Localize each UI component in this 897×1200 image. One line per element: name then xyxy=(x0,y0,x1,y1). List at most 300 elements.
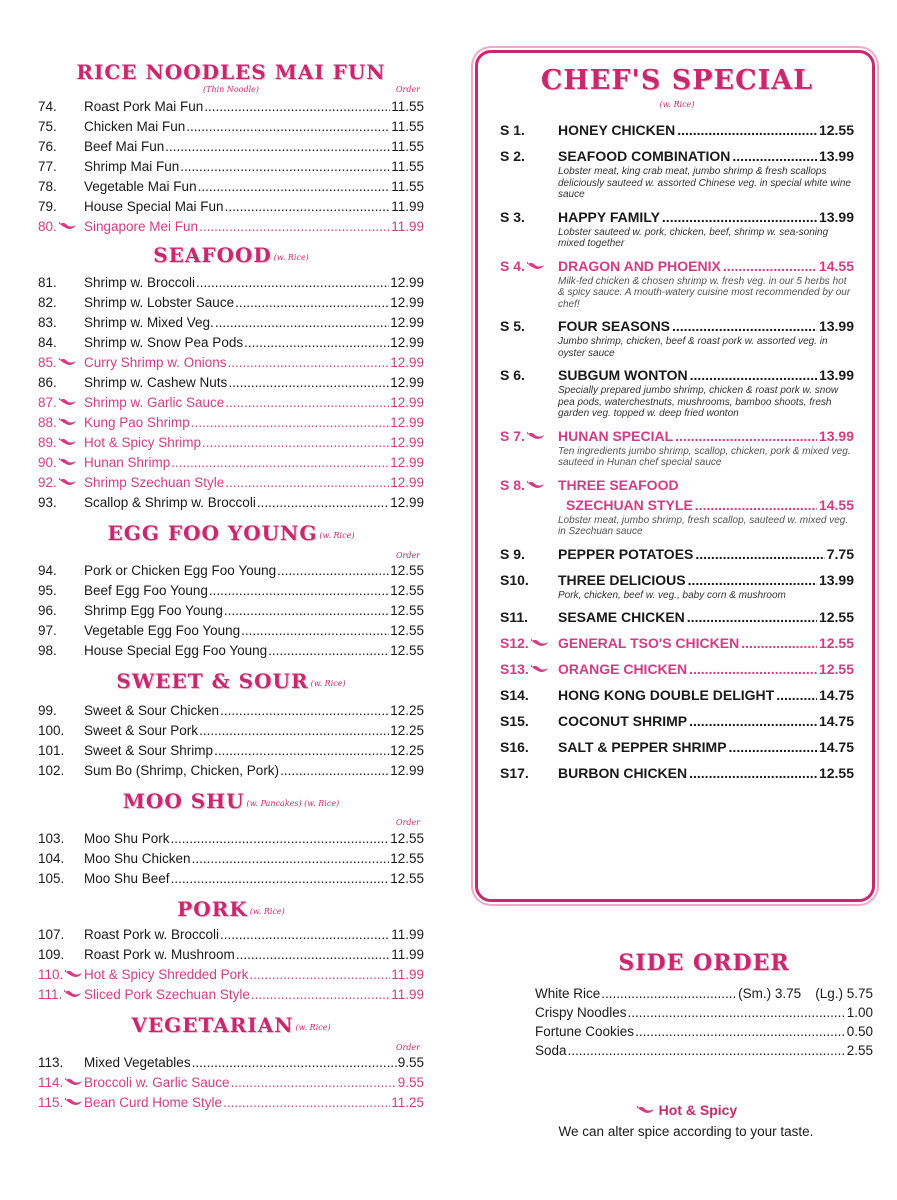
item-price: 14.75 xyxy=(818,687,854,703)
section-title: EGG FOO YOUNG (w. Rice) xyxy=(107,521,355,545)
menu-item xyxy=(535,1041,873,1060)
item-price: 12.55 xyxy=(390,563,424,578)
item-name: Shrimp w. Mixed Veg. xyxy=(84,315,214,330)
section-subtitle: (w. Rice) xyxy=(659,100,695,109)
item-number: 80. xyxy=(38,217,84,237)
item-number: 86. xyxy=(38,375,57,390)
item-price: 13.99 xyxy=(818,148,854,164)
item-description: Jumbo shrimp, chicken, beef & roast pork w. assorted veg. in oyster sauce xyxy=(558,336,828,359)
item-name: FOUR SEASONS xyxy=(558,318,671,334)
item-name: Shrimp Mai Fun xyxy=(84,159,180,174)
special-item xyxy=(500,426,854,469)
item-number: 110. xyxy=(38,965,84,985)
spice-note: We can alter spice according to your taste. xyxy=(558,1124,814,1139)
item-name: Shrimp Egg Foo Young xyxy=(84,603,223,618)
menu-item xyxy=(38,453,424,473)
item-name: SUBGUM WONTON xyxy=(558,367,688,383)
menu-item xyxy=(38,177,424,197)
item-name: Moo Shu Beef xyxy=(84,871,170,886)
item-name: Vegetable Egg Foo Young xyxy=(84,623,241,638)
item-price: 7.75 xyxy=(826,545,854,562)
item-price: 12.55 xyxy=(818,635,854,651)
item-number: 111. xyxy=(38,985,84,1005)
section-egg-foo-young xyxy=(38,521,424,661)
item-number: S 1. xyxy=(500,122,525,138)
legend-label: Hot & Spicy xyxy=(658,1102,738,1118)
item-name: Roast Pork w. Broccoli xyxy=(84,927,220,942)
hot-spicy-icon xyxy=(65,1077,83,1087)
item-number: S12. xyxy=(500,633,558,653)
item-number: 89. xyxy=(38,433,84,453)
hot-spicy-icon xyxy=(65,969,83,979)
item-number: S17. xyxy=(500,765,529,781)
item-number: S13. xyxy=(500,659,558,679)
item-price-large: (Lg.) 5.75 xyxy=(815,986,873,1001)
legend xyxy=(536,1102,836,1139)
menu-item xyxy=(38,925,424,945)
item-number: 90. xyxy=(38,453,84,473)
item-name: Hot & Spicy Shredded Pork xyxy=(84,967,249,982)
item-price: 12.55 xyxy=(390,871,424,886)
hot-spicy-icon xyxy=(59,437,77,447)
item-name: House Special Egg Foo Young xyxy=(84,643,268,658)
item-number: 115. xyxy=(38,1093,84,1113)
menu-item xyxy=(38,157,424,177)
item-number: 84. xyxy=(38,335,57,350)
item-number: 85. xyxy=(38,353,84,373)
hot-spicy-icon xyxy=(65,965,83,985)
hot-spicy-icon xyxy=(59,433,77,453)
item-price: 13.99 xyxy=(818,571,854,588)
item-number: S11. xyxy=(500,609,529,625)
menu-item xyxy=(38,849,424,869)
menu-item xyxy=(535,1003,873,1022)
item-number: 74. xyxy=(38,99,57,114)
item-name: Bean Curd Home Style xyxy=(84,1095,223,1110)
item-name: Broccoli w. Garlic Sauce xyxy=(84,1075,230,1090)
hot-spicy-icon xyxy=(59,417,77,427)
item-price: 12.55 xyxy=(818,609,854,625)
item-name: DRAGON AND PHOENIX xyxy=(558,257,721,274)
item-price: 12.55 xyxy=(390,603,424,618)
item-price: 2.55 xyxy=(846,1043,873,1058)
item-price: 12.99 xyxy=(390,435,424,450)
item-number: 107. xyxy=(38,927,65,942)
item-number: 99. xyxy=(38,703,57,718)
item-name: SZECHUAN STYLE xyxy=(566,496,693,513)
special-item xyxy=(500,256,854,311)
special-item xyxy=(500,544,854,564)
menu-item xyxy=(38,293,424,313)
item-price: 12.55 xyxy=(390,623,424,638)
item-name: ORANGE CHICKEN xyxy=(558,661,688,677)
hot-spicy-icon xyxy=(59,217,77,237)
hot-spicy-icon xyxy=(65,1073,83,1093)
item-number: 93. xyxy=(38,495,57,510)
item-number: S15. xyxy=(500,713,529,729)
item-price: 12.25 xyxy=(390,723,424,738)
special-item xyxy=(500,120,854,140)
menu-item xyxy=(38,97,424,117)
hot-spicy-icon xyxy=(527,431,545,441)
item-number: 96. xyxy=(38,603,57,618)
item-price: 11.55 xyxy=(391,119,424,134)
item-number: S 8. xyxy=(500,475,558,495)
item-name: Pork or Chicken Egg Foo Young xyxy=(84,563,277,578)
item-price: 12.55 xyxy=(390,851,424,866)
item-number: 97. xyxy=(38,623,57,638)
item-name: Scallop & Shrimp w. Broccoli xyxy=(84,495,256,510)
item-name: THREE SEAFOOD xyxy=(558,476,679,493)
item-description: Lobster sauteed w. pork, chicken, beef, shrimp w. sea-soning mixed together xyxy=(558,226,829,249)
item-price: 13.99 xyxy=(818,367,854,383)
item-number: 77. xyxy=(38,159,57,174)
item-price: 14.75 xyxy=(818,713,854,729)
hot-spicy-icon xyxy=(59,353,77,373)
hot-spicy-icon xyxy=(65,1097,83,1107)
item-name: Shrimp w. Broccoli xyxy=(84,275,196,290)
section-side-order xyxy=(535,950,873,1060)
item-name: HONG KONG DOUBLE DELIGHT xyxy=(558,687,775,703)
item-name: SESAME CHICKEN xyxy=(558,609,685,625)
item-price: 11.55 xyxy=(391,159,424,174)
hot-spicy-icon xyxy=(527,256,545,276)
item-name: Sum Bo (Shrimp, Chicken, Pork) xyxy=(84,763,280,778)
item-price: 12.99 xyxy=(390,335,424,350)
menu-item xyxy=(38,869,424,889)
menu-item xyxy=(38,1093,424,1113)
hot-spicy-icon xyxy=(637,1105,655,1115)
hot-spicy-icon xyxy=(59,221,77,231)
item-price: 12.99 xyxy=(390,495,424,510)
item-number: S 4. xyxy=(500,256,558,276)
menu-item xyxy=(38,721,424,741)
order-label: Order xyxy=(395,85,420,94)
menu-item xyxy=(38,197,424,217)
hot-spicy-icon xyxy=(531,633,549,653)
item-name: Crispy Noodles xyxy=(535,1005,627,1020)
special-item xyxy=(500,737,854,757)
hot-spicy-icon xyxy=(65,1093,83,1113)
item-name: SALT & PEPPER SHRIMP xyxy=(558,739,727,755)
item-name: Shrimp w. Cashew Nuts xyxy=(84,375,228,390)
item-number: 78. xyxy=(38,179,57,194)
item-name: House Special Mai Fun xyxy=(84,199,224,214)
item-price: 12.55 xyxy=(390,643,424,658)
menu-item xyxy=(38,473,424,493)
item-price: 12.99 xyxy=(390,375,424,390)
item-number: 114. xyxy=(38,1073,84,1093)
menu-item xyxy=(38,1053,424,1073)
item-name: BURBON CHICKEN xyxy=(558,765,688,781)
section-title: SEAFOOD (w. Rice) xyxy=(153,243,309,267)
hot-spicy-icon xyxy=(637,1102,655,1118)
section-title: PORK (w. Rice) xyxy=(177,897,285,921)
item-price: 12.99 xyxy=(390,455,424,470)
section-subtitle: (Thin Noodle) xyxy=(202,85,260,94)
item-price: 12.55 xyxy=(818,661,854,677)
menu-item xyxy=(38,373,424,393)
menu-item xyxy=(535,984,873,1003)
menu-item xyxy=(38,333,424,353)
item-number: 79. xyxy=(38,199,57,214)
item-price: 9.55 xyxy=(397,1075,424,1090)
item-name: Beef Egg Foo Young xyxy=(84,583,208,598)
section-title: SIDE ORDER xyxy=(618,950,790,976)
hot-spicy-icon xyxy=(59,357,77,367)
special-item xyxy=(500,570,854,602)
item-name: Moo Shu Pork xyxy=(84,831,170,846)
item-number: 103. xyxy=(38,831,65,846)
section-sweet-sour xyxy=(38,669,424,781)
item-number: S 9. xyxy=(500,545,525,562)
menu-item xyxy=(38,621,424,641)
item-number: 105. xyxy=(38,871,65,886)
item-description: Lobster meat, king crab meat, jumbo shrimp & fresh scallops deliciously sauteed w. assorted Chinese veg. in special white wine sauce xyxy=(558,166,851,200)
special-item xyxy=(500,146,854,201)
item-number: S 3. xyxy=(500,208,525,225)
item-name: Hot & Spicy Shrimp xyxy=(84,435,202,450)
item-description: Milk-fed chicken & chosen shrimp w. fresh veg. in our 5 herbs hot & spicy sauce. A mouth-watery cuisine most recommended by our chef! xyxy=(558,275,851,310)
menu-item xyxy=(38,701,424,721)
hot-spicy-icon xyxy=(59,393,77,413)
menu-item xyxy=(38,641,424,661)
order-label: Order xyxy=(395,551,420,560)
menu-item xyxy=(38,137,424,157)
item-name: Sweet & Sour Chicken xyxy=(84,703,220,718)
item-name: Kung Pao Shrimp xyxy=(84,415,190,430)
item-price: 12.55 xyxy=(390,583,424,598)
hot-spicy-icon xyxy=(531,638,549,648)
hot-spicy-icon xyxy=(527,426,545,446)
item-price: 12.55 xyxy=(818,765,854,781)
right-column xyxy=(475,50,875,902)
menu-item xyxy=(38,601,424,621)
special-item xyxy=(500,607,854,627)
item-number: S14. xyxy=(500,687,529,703)
item-name: Moo Shu Chicken xyxy=(84,851,191,866)
item-name: Shrimp w. Snow Pea Pods xyxy=(84,335,244,350)
item-name: PEPPER POTATOES xyxy=(558,545,694,562)
item-number: 94. xyxy=(38,563,57,578)
item-number: 82. xyxy=(38,295,57,310)
section-title: CHEF'S SPECIAL xyxy=(540,65,814,96)
item-price: 12.99 xyxy=(390,475,424,490)
menu-item xyxy=(38,561,424,581)
special-item xyxy=(500,685,854,705)
item-number: 104. xyxy=(38,851,65,866)
item-number: 76. xyxy=(38,139,57,154)
item-price: 12.99 xyxy=(390,315,424,330)
item-name: Sliced Pork Szechuan Style xyxy=(84,987,250,1002)
section-title: VEGETARIAN (w. Rice) xyxy=(131,1013,331,1037)
item-number: 81. xyxy=(38,275,57,290)
menu-item xyxy=(38,945,424,965)
section-title: MOO SHU (w. Pancakes) (w. Rice) xyxy=(122,789,340,813)
hot-spicy-icon xyxy=(59,413,77,433)
menu-item xyxy=(38,761,424,781)
item-number: S16. xyxy=(500,739,529,755)
item-description: Lobster meat, jumbo shrimp, fresh scallop, sauteed w. mixed veg. in Szechuan sauce xyxy=(558,514,849,537)
item-name: Chicken Mai Fun xyxy=(84,119,186,134)
item-number: 102. xyxy=(38,763,65,778)
item-description: Pork, chicken, beef w. veg., baby corn & mushroom xyxy=(558,589,786,601)
item-number: 83. xyxy=(38,315,57,330)
menu-item xyxy=(38,413,424,433)
item-price: 12.99 xyxy=(390,763,424,778)
item-number: 95. xyxy=(38,583,57,598)
menu-item xyxy=(38,117,424,137)
item-price-small: (Sm.) 3.75 xyxy=(738,986,802,1001)
item-number: S 2. xyxy=(500,148,525,164)
item-number: S10. xyxy=(500,571,529,588)
item-number: 100. xyxy=(38,723,65,738)
item-price: 11.99 xyxy=(391,199,424,214)
item-name: THREE DELICIOUS xyxy=(558,571,686,588)
special-item xyxy=(500,763,854,783)
item-price: 12.25 xyxy=(390,703,424,718)
item-price: 11.99 xyxy=(391,987,424,1002)
menu-item xyxy=(38,985,424,1005)
item-number: S 7. xyxy=(500,426,558,446)
section-title: RICE NOODLES MAI FUN xyxy=(76,60,386,84)
item-price: 11.99 xyxy=(391,947,424,962)
hot-spicy-icon xyxy=(531,659,549,679)
item-name: HUNAN SPECIAL xyxy=(558,427,674,444)
item-price: 11.25 xyxy=(391,1095,424,1110)
item-price: 12.99 xyxy=(390,355,424,370)
item-price: 13.99 xyxy=(818,318,854,334)
item-name: COCONUT SHRIMP xyxy=(558,713,688,729)
left-column xyxy=(38,60,424,1115)
item-name: Roast Pork w. Mushroom xyxy=(84,947,235,962)
item-price: 12.99 xyxy=(390,275,424,290)
hot-spicy-icon xyxy=(527,480,545,490)
item-price: 11.99 xyxy=(391,219,424,234)
menu-item xyxy=(38,217,424,237)
hot-spicy-icon xyxy=(59,477,77,487)
item-name: HAPPY FAMILY xyxy=(558,208,660,225)
hot-spicy-icon xyxy=(59,457,77,467)
section-seafood xyxy=(38,243,424,513)
menu-item xyxy=(38,1073,424,1093)
menu-item xyxy=(38,433,424,453)
menu-item xyxy=(38,829,424,849)
section-moo-shu xyxy=(38,789,424,889)
item-price: 14.55 xyxy=(818,496,854,513)
chefs-special-box xyxy=(475,50,875,902)
item-name: Shrimp w. Garlic Sauce xyxy=(84,395,225,410)
section-pork xyxy=(38,897,424,1005)
menu-item xyxy=(38,493,424,513)
item-name: Roast Pork Mai Fun xyxy=(84,99,204,114)
item-name: GENERAL TSO'S CHICKEN xyxy=(558,635,740,651)
item-price: 11.55 xyxy=(391,99,424,114)
item-number: 98. xyxy=(38,643,57,658)
chefs-special-list xyxy=(500,120,854,783)
special-item xyxy=(500,316,854,359)
item-description: Specially prepared jumbo shrimp, chicken & roast pork w. snow pea pods, waterchestnuts, mushrooms, bamboo shoots, fresh garden veg. topped w. deep fried wonton xyxy=(558,385,839,419)
item-name: Curry Shrimp w. Onions xyxy=(84,355,227,370)
hot-spicy-icon xyxy=(59,397,77,407)
hot-spicy-icon xyxy=(64,989,82,999)
item-name: HONEY CHICKEN xyxy=(558,122,676,138)
item-name: Vegetable Mai Fun xyxy=(84,179,197,194)
item-price: 11.55 xyxy=(391,179,424,194)
order-label: Order xyxy=(395,1043,420,1052)
item-name: Beef Mai Fun xyxy=(84,139,165,154)
item-name: Sweet & Sour Shrimp xyxy=(84,743,214,758)
item-name: SEAFOOD COMBINATION xyxy=(558,148,731,164)
item-price: 12.55 xyxy=(390,831,424,846)
item-number: 88. xyxy=(38,413,84,433)
item-name: Shrimp Szechuan Style xyxy=(84,475,225,490)
special-item xyxy=(500,475,854,538)
special-item xyxy=(500,207,854,250)
item-name: Shrimp w. Lobster Sauce xyxy=(84,295,235,310)
item-price: 12.99 xyxy=(390,295,424,310)
item-number: 92. xyxy=(38,473,84,493)
item-price: 12.25 xyxy=(390,743,424,758)
item-name: Fortune Cookies xyxy=(535,1024,635,1039)
special-item xyxy=(500,659,854,679)
item-price: 11.55 xyxy=(391,139,424,154)
item-name: Hunan Shrimp xyxy=(84,455,171,470)
item-price: 13.99 xyxy=(818,427,854,444)
menu-item xyxy=(38,313,424,333)
item-name: Mixed Vegetables xyxy=(84,1055,191,1070)
item-name: Singapore Mei Fun xyxy=(84,219,199,234)
hot-spicy-icon xyxy=(59,453,77,473)
special-item xyxy=(500,365,854,420)
item-price: 14.75 xyxy=(818,739,854,755)
section-rice-noodles xyxy=(38,60,424,237)
item-price: 13.99 xyxy=(818,208,854,225)
item-price: 14.55 xyxy=(818,257,854,274)
item-number: 75. xyxy=(38,119,57,134)
item-price: 1.00 xyxy=(846,1005,873,1020)
item-name: Sweet & Sour Pork xyxy=(84,723,199,738)
hot-spicy-icon xyxy=(531,664,549,674)
hot-spicy-icon xyxy=(64,985,82,1005)
hot-spicy-icon xyxy=(59,473,77,493)
item-price: 11.99 xyxy=(391,967,424,982)
item-price: 12.55 xyxy=(818,122,854,138)
item-price: 11.99 xyxy=(391,927,424,942)
menu-item xyxy=(38,581,424,601)
hot-spicy-icon xyxy=(527,475,545,495)
item-number: 109. xyxy=(38,947,65,962)
item-price: 0.50 xyxy=(846,1024,873,1039)
special-item xyxy=(500,633,854,653)
item-price: 12.99 xyxy=(390,415,424,430)
item-description: Ten ingredients jumbo shrimp, scallop, chicken, pork & mixed veg. sauteed in Hunan chef special sauce xyxy=(558,445,851,468)
order-label: Order xyxy=(395,818,420,827)
special-item xyxy=(500,711,854,731)
item-name: White Rice xyxy=(535,986,601,1001)
item-price: 12.99 xyxy=(390,395,424,410)
item-name: Soda xyxy=(535,1043,567,1058)
menu-item xyxy=(38,965,424,985)
item-number: 87. xyxy=(38,393,84,413)
item-number: S 5. xyxy=(500,318,525,334)
menu-item xyxy=(38,741,424,761)
item-price: 9.55 xyxy=(397,1055,424,1070)
section-vegetarian xyxy=(38,1013,424,1113)
item-number: 101. xyxy=(38,743,65,758)
item-number: S 6. xyxy=(500,367,525,383)
menu-item xyxy=(38,353,424,373)
